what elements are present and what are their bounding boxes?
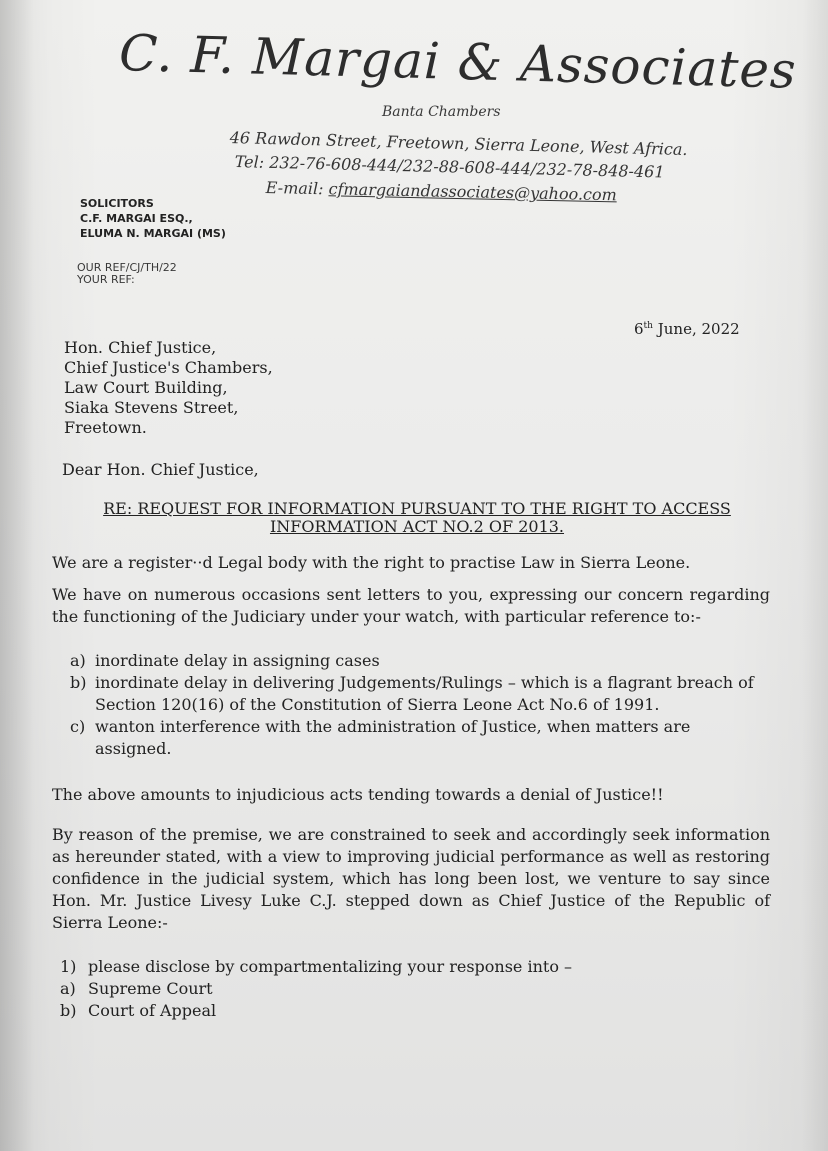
solicitors-heading: SOLICITORS: [80, 197, 154, 210]
list-item-text: please disclose by compartmentalizing your response into –: [88, 957, 573, 976]
email-label: E-mail:: [265, 178, 324, 199]
list-marker: a): [70, 651, 86, 670]
list-item-text: inordinate delay in assigning cases: [95, 651, 380, 670]
subject-heading: [90, 500, 744, 536]
list-item-text: Supreme Court: [88, 979, 213, 998]
list-marker: b): [70, 673, 87, 692]
page-left-shadow: [0, 0, 34, 1151]
list-item-text: inordinate delay in delivering Judgements/Rulings – which is a flagrant breach of Section 120(16) of the Constitution of Sierra Leone Act No.6 of 1991.: [95, 673, 754, 714]
body-paragraph-3: The above amounts to injudicious acts tending towards a denial of Justice!!: [52, 785, 664, 804]
solicitor-name-2: ELUMA N. MARGAI (MS): [80, 227, 226, 240]
list-item: [70, 650, 770, 672]
email-address: cfmargaiandassociates@yahoo.com: [328, 179, 618, 205]
solicitors-block: [80, 196, 226, 241]
list-item: [60, 956, 770, 978]
recipient-address: [64, 338, 273, 438]
recipient-line-4: Siaka Stevens Street,: [64, 398, 239, 417]
recipient-line-1: Hon. Chief Justice,: [64, 338, 217, 357]
list-item: [60, 1000, 770, 1022]
list-item-text: Court of Appeal: [88, 1001, 217, 1020]
your-reference: YOUR REF:: [77, 273, 135, 286]
recipient-line-5: Freetown.: [64, 418, 147, 437]
solicitor-name-1: C.F. MARGAI ESQ.,: [80, 212, 193, 225]
page-right-shadow: [802, 0, 828, 1151]
body-paragraph-4: By reason of the premise, we are constrained to seek and accordingly seek information as hereunder stated, with a view to improving judicial performance as well as restoring confidence in the judicial system, which has long been lost, we venture to say since Hon. Mr. Justice Livesy Luke C.J. stepped down as Chief Justice of the Republic of Sierra Leone:-: [52, 825, 770, 932]
chambers-name: Banta Chambers: [382, 104, 501, 120]
salutation: Dear Hon. Chief Justice,: [62, 460, 259, 479]
email-line: [266, 178, 617, 204]
recipient-line-3: Law Court Building,: [64, 378, 228, 397]
telephone-numbers: Tel: 232-76-608-444/232-88-608-444/232-78-848-461: [234, 152, 665, 182]
requests-list: [52, 956, 770, 1022]
references-block: [77, 262, 177, 286]
firm-address: 46 Rawdon Street, Freetown, Sierra Leone, West Africa.: [229, 128, 688, 159]
body-paragraph-2: We have on numerous occasions sent letters to you, expressing our concern regarding the functioning of the Judiciary under your watch, with particular reference to:-: [52, 585, 770, 626]
list-marker: a): [60, 979, 76, 998]
body-paragraph-1: We are a register··d Legal body with the right to practise Law in Sierra Leone.: [52, 553, 691, 572]
list-item: [60, 978, 770, 1000]
our-reference: OUR REF/CJ/TH/22: [77, 261, 177, 274]
list-item: [70, 716, 770, 760]
letter-date: [634, 320, 740, 338]
subject-line-2: INFORMATION ACT NO.2 OF 2013.: [269, 517, 565, 536]
date-month-year: June, 2022: [652, 320, 740, 338]
recipient-line-2: Chief Justice's Chambers,: [64, 358, 273, 377]
date-day: 6: [634, 320, 644, 338]
list-marker: c): [70, 717, 86, 736]
list-marker: b): [60, 1001, 77, 1020]
list-marker: 1): [60, 957, 77, 976]
firm-name: C. F. Margai & Associates: [118, 24, 798, 100]
list-item-text: wanton interference with the administration of Justice, when matters are assigned.: [95, 717, 691, 758]
letter-body: [52, 552, 770, 1022]
concerns-list: [52, 650, 770, 760]
subject-line-1: RE: REQUEST FOR INFORMATION PURSUANT TO THE RIGHT TO ACCESS: [103, 499, 731, 518]
date-day-suffix: th: [643, 321, 653, 331]
list-item: [70, 672, 770, 716]
